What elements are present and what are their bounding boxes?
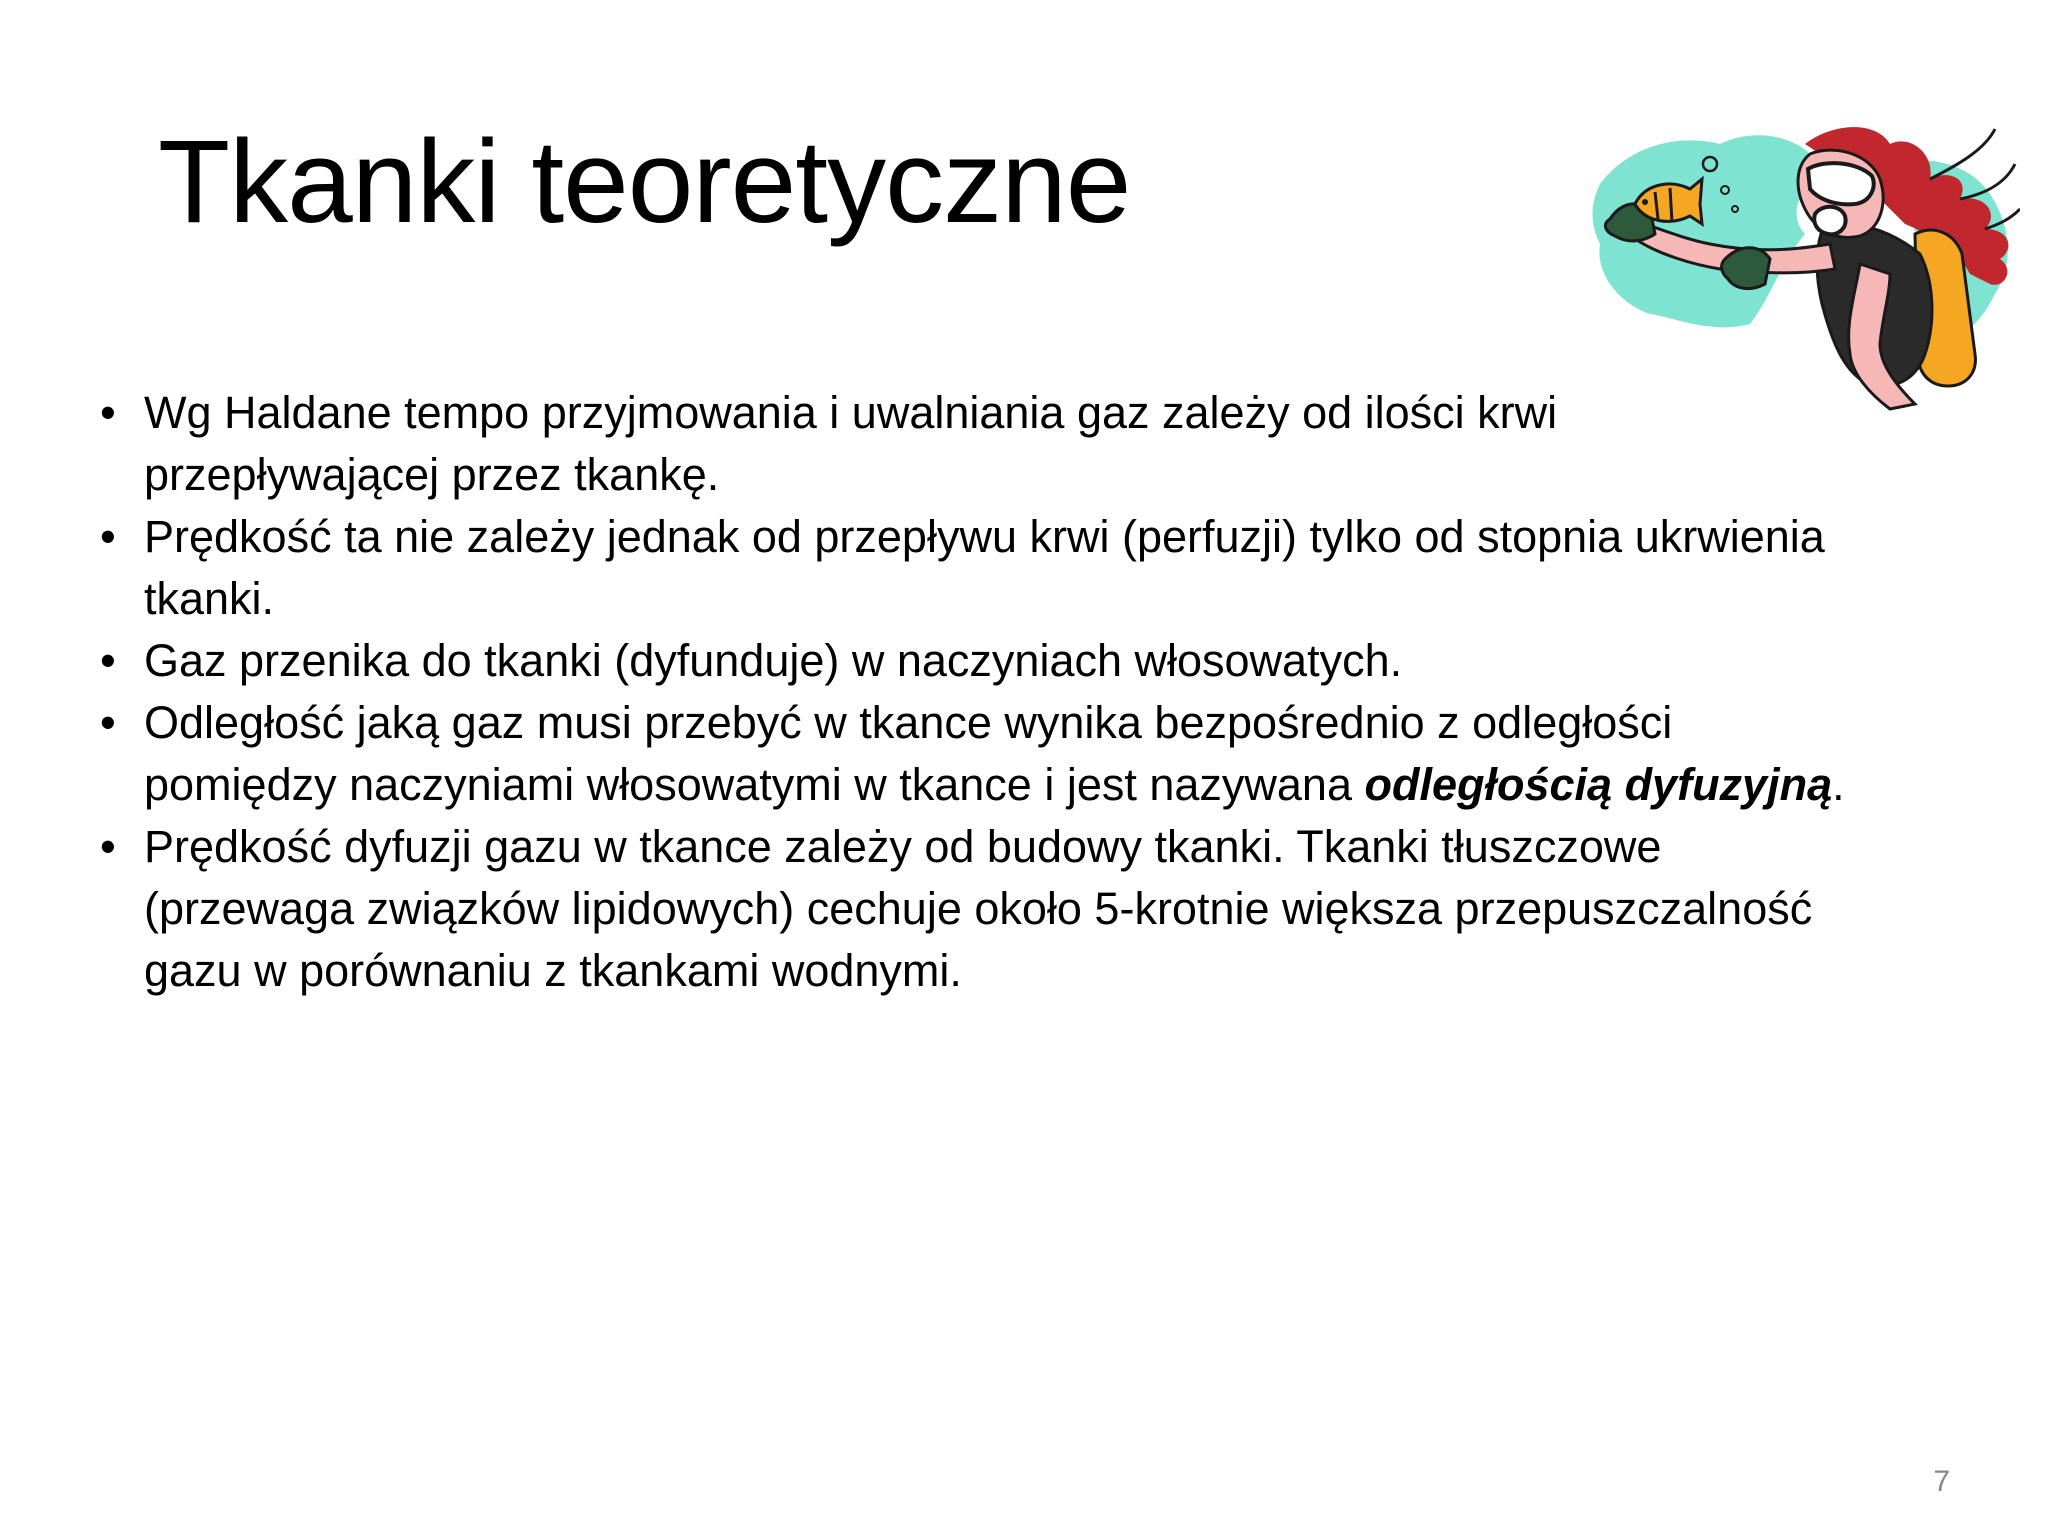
bullet-text-line: Gaz przenika do tkanki (dyfunduje) w naczyniach włosowatych. (144, 635, 1403, 686)
bullet-symbol: • (100, 697, 116, 748)
bullet-text-line: Prędkość ta nie zależy jednak od przepływu krwi (perfuzji) tylko od stopnia ukrwienia (144, 511, 1825, 562)
bullet-symbol: • (100, 387, 116, 438)
bullet-item (100, 382, 1980, 506)
emphasized-term: odległością dyfuzyjną (1364, 759, 1833, 810)
slide-title: Tkanki teoretyczne (158, 116, 1131, 248)
bullet-symbol: • (100, 635, 116, 686)
fish-eye (1642, 199, 1648, 205)
bullet-text-line: tkanki. (144, 573, 275, 624)
bullet-text-segment: pomiędzy naczyniami włosowatymi w tkance i jest nazywana (144, 759, 1365, 810)
bullet-text-line: gazu w porównaniu z tkankami wodnymi. (144, 945, 962, 996)
diver-mask (1808, 163, 1874, 204)
page-number: 7 (1933, 1465, 1950, 1498)
scuba-diver-icon (1590, 124, 2020, 414)
bullet-text-line: Prędkość dyfuzji gazu w tkance zależy od budowy tkanki. Tkanki tłuszczowe (144, 821, 1662, 872)
bullet-item (100, 692, 1980, 816)
bullet-item (100, 506, 1980, 630)
bullet-text-line: przepływającej przez tkankę. (144, 449, 720, 500)
bullet-text-line (144, 754, 1980, 816)
bullet-text-segment: . (1832, 759, 1845, 810)
bullet-item (100, 816, 1980, 1002)
diver-regulator (1814, 207, 1845, 235)
bullet-text-line: Odległość jaką gaz musi przebyć w tkance wynika bezpośrednio z odległości (144, 697, 1673, 748)
bullet-symbol: • (100, 511, 116, 562)
bullet-item (100, 630, 1980, 692)
bullet-text-line: (przewaga związków lipidowych) cechuje około 5-krotnie większa przepuszczalność (144, 883, 1813, 934)
bullet-symbol: • (100, 821, 116, 872)
bullet-text-line: Wg Haldane tempo przyjmowania i uwalniania gaz zależy od ilości krwi (144, 387, 1558, 438)
bullet-list (100, 382, 1980, 1002)
